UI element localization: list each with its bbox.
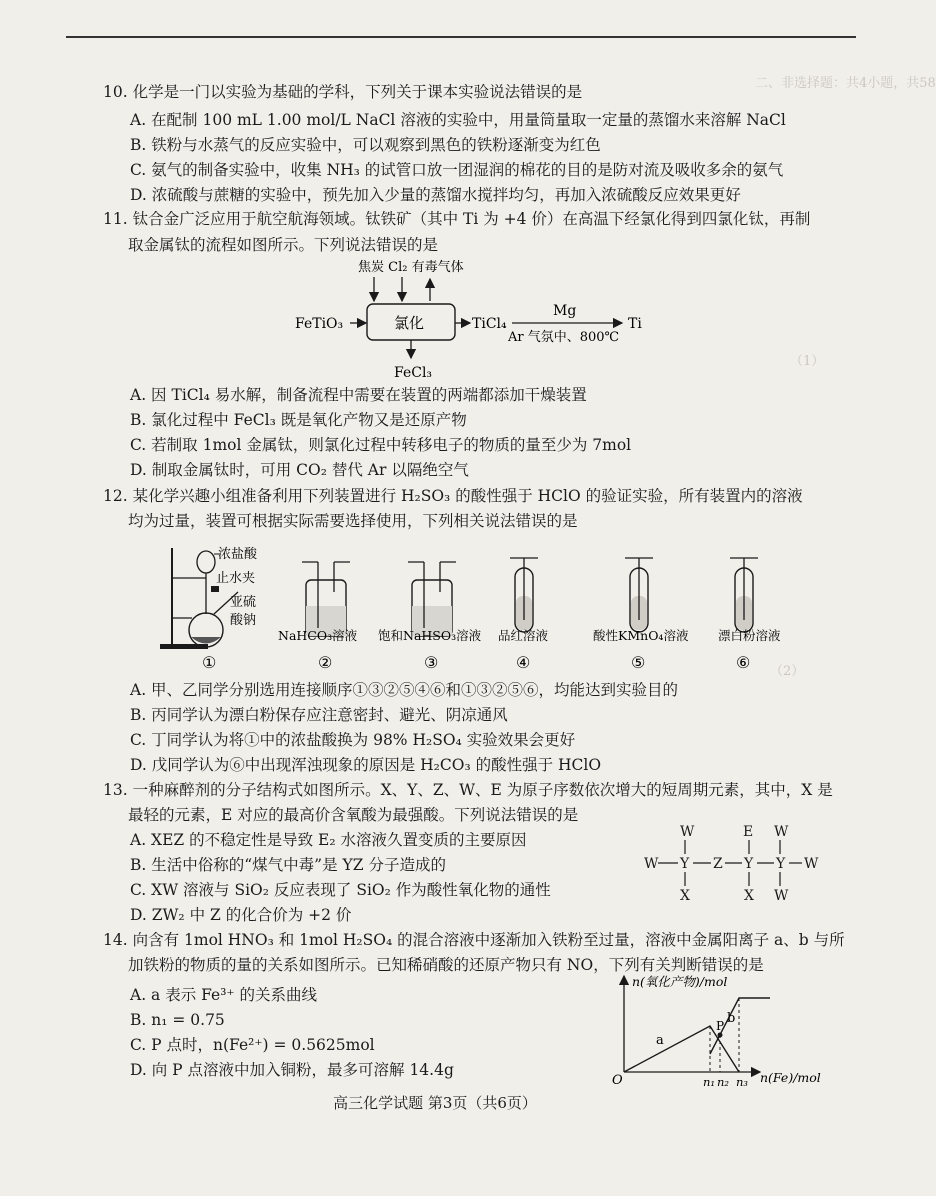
wash-bottle-3	[408, 562, 456, 636]
generator-apparatus	[160, 548, 238, 649]
n1-label: n₁	[703, 1075, 716, 1089]
atom-x-mid: X	[744, 888, 754, 904]
q13-stem-line1: 13. 一种麻醉剂的分子结构式如图所示。X、Y、Z、W、E 为原子序数依次增大的短周期元素，其中，X 是	[103, 781, 833, 799]
q12-option-b: B. 丙同学认为漂白粉保存应注意密封、避光、阴凉通风	[130, 706, 508, 724]
q10-option-b: B. 铁粉与水蒸气的反应实验中，可以观察到黑色的铁粉逐渐变为红色	[130, 136, 601, 154]
q13-stem-line2: 最轻的元素，E 对应的最高价含氧酸为最强酸。下列说法错误的是	[128, 806, 579, 824]
curve-b-label: b	[727, 1011, 736, 1026]
chlorination-label: 氯化	[394, 314, 425, 332]
wash-bottle-2	[302, 562, 350, 636]
flow-inputs-label: 焦炭 Cl₂ 有毒气体	[358, 260, 464, 275]
flow-final-label: Ti	[628, 316, 642, 332]
q11-flowchart	[290, 255, 690, 385]
q11-option-a: A. 因 TiCl₄ 易水解，制备流程中需要在装置的两端都添加干燥装置	[130, 386, 587, 404]
q14-stem-line1: 14. 向含有 1mol HNO₃ 和 1mol H₂SO₄ 的混合溶液中逐渐加入铁粉至过量，溶液中金属阳离子 a、b 与所	[103, 931, 845, 949]
label-bleach: 漂白粉溶液	[718, 628, 781, 643]
label-magenta: 品红溶液	[498, 628, 549, 643]
sulfite-label-2: 酸钠	[230, 613, 257, 628]
q13-option-b: B. 生活中俗称的“煤气中毒”是 YZ 分子造成的	[130, 856, 446, 874]
q11-option-c: C. 若制取 1mol 金属钛，则氯化过程中转移电子的物质的量至少为 7mol	[130, 436, 632, 454]
flow-condition-label: Ar 气氛中、800℃	[508, 330, 620, 345]
q11-option-d: D. 制取金属钛时，可用 CO₂ 替代 Ar 以隔绝空气	[130, 461, 469, 479]
x-axis-label: n(Fe)/mol	[760, 1070, 821, 1085]
atom-z: Z	[713, 856, 723, 872]
bleed-through-text: 二、非选择题：共4小题，共58	[755, 76, 936, 91]
clamp-label: 止水夹	[216, 571, 256, 586]
y-axis-label: n(氧化产物)/mol	[632, 974, 728, 989]
atom-w-top-right: W	[774, 824, 789, 840]
q11-option-b: B. 氯化过程中 FeCl₃ 既是氧化产物又是还原产物	[130, 411, 467, 429]
sulfite-label-1: 亚硫	[230, 595, 257, 610]
q12-option-d: D. 戊同学认为⑥中出现浑浊现象的原因是 H₂CO₃ 的酸性强于 HClO	[130, 756, 602, 774]
point-p-label: P	[716, 1019, 725, 1033]
top-rule	[66, 36, 856, 38]
atom-w-bottom: W	[774, 888, 789, 904]
q13-option-c: C. XW 溶液与 SiO₂ 反应表现了 SiO₂ 作为酸性氧化物的通性	[130, 881, 551, 899]
number-2: ②	[318, 653, 333, 672]
flow-reagent-label: Mg	[553, 303, 577, 319]
n3-label: n₃	[736, 1075, 749, 1089]
q11-stem-line1: 11. 钛合金广泛应用于航空航海领域。钛铁矿（其中 Ti 为 +4 价）在高温下经氯化得到四氯化钛，再制	[103, 210, 811, 228]
number-1: ①	[202, 653, 217, 672]
n2-label: n₂	[717, 1075, 730, 1089]
atom-w-top-left: W	[680, 824, 695, 840]
q12-stem-line2: 均为过量，装置可根据实际需要选择使用，下列相关说法错误的是	[128, 512, 578, 530]
q12-option-c: C. 丁同学认为将①中的浓盐酸换为 98% H₂SO₄ 实验效果会更好	[130, 731, 576, 749]
test-tube-5	[625, 558, 653, 632]
atom-w-right: W	[804, 856, 819, 872]
q12-option-a: A. 甲、乙同学分别选用连接顺序①③②⑤④⑥和①③②⑤⑥，均能达到实验目的	[130, 681, 679, 699]
atom-y-left: Y	[680, 856, 690, 872]
atom-y-right: Y	[776, 856, 786, 872]
q13-structure	[640, 820, 830, 910]
q14-option-c: C. P 点时，n(Fe²⁺) = 0.5625mol	[130, 1036, 375, 1054]
q13-option-d: D. ZW₂ 中 Z 的化合价为 +2 价	[130, 906, 352, 924]
number-5: ⑤	[631, 653, 646, 672]
q10-option-a: A. 在配制 100 mL 1.00 mol/L NaCl 溶液的实验中，用量筒量取一定量的蒸馏水来溶解 NaCl	[130, 111, 786, 129]
atom-e-top: E	[743, 824, 754, 840]
q10-option-c: C. 氨气的制备实验中，收集 NH₃ 的试管口放一团湿润的棉花的目的是防对流及吸收多余的氨气	[130, 161, 784, 179]
conc-hcl-label: 浓盐酸	[218, 547, 258, 562]
q14-graph	[610, 968, 840, 1090]
origin-label: O	[612, 1073, 623, 1088]
q14-option-d: D. 向 P 点溶液中加入铜粉，最多可溶解 14.4g	[130, 1061, 454, 1079]
number-6: ⑥	[736, 653, 751, 672]
test-tube-6	[730, 558, 758, 632]
curve-a-label: a	[656, 1033, 664, 1048]
atom-y-mid: Y	[744, 856, 754, 872]
label-nahso3: 饱和NaHSO₃溶液	[378, 628, 482, 643]
q10-stem: 10. 化学是一门以实验为基础的学科，下列关于课本实验说法错误的是	[103, 83, 583, 101]
q14-option-b: B. n₁ = 0.75	[130, 1011, 225, 1029]
q14-stem-line2: 加铁粉的物质的量的关系如图所示。已知稀硝酸的还原产物只有 NO，下列有关判断错误的是	[128, 956, 764, 974]
label-kmno4: 酸性KMnO₄溶液	[593, 628, 689, 643]
label-nahco3: NaHCO₃溶液	[278, 628, 358, 643]
q12-stem-line1: 12. 某化学兴趣小组准备利用下列装置进行 H₂SO₃ 的酸性强于 HClO 的验证实验，所有装置内的溶液	[103, 487, 803, 505]
flow-byproduct-label: FeCl₃	[394, 365, 433, 381]
page-footer: 高三化学试题 第3页（共6页）	[333, 1094, 537, 1112]
q14-option-a: A. a 表示 Fe³⁺ 的关系曲线	[130, 986, 318, 1004]
number-3: ③	[424, 653, 439, 672]
number-4: ④	[516, 653, 531, 672]
flow-feed-label: FeTiO₃	[295, 316, 344, 332]
flow-product-label: TiCl₄	[472, 316, 507, 332]
atom-x-left: X	[680, 888, 690, 904]
bleed-through-text: （1）	[790, 354, 825, 369]
test-tube-4	[510, 558, 538, 632]
q11-stem-line2: 取金属钛的流程如图所示。下列说法错误的是	[128, 236, 439, 254]
q12-apparatus	[150, 540, 830, 680]
q10-option-d: D. 浓硫酸与蔗糖的实验中，预先加入少量的蒸馏水搅拌均匀，再加入浓硫酸反应效果更好	[130, 186, 741, 204]
atom-w-left: W	[644, 856, 659, 872]
q13-option-a: A. XEZ 的不稳定性是导致 E₂ 水溶液久置变质的主要原因	[130, 831, 527, 849]
bleed-through-text: （2）	[770, 664, 805, 679]
